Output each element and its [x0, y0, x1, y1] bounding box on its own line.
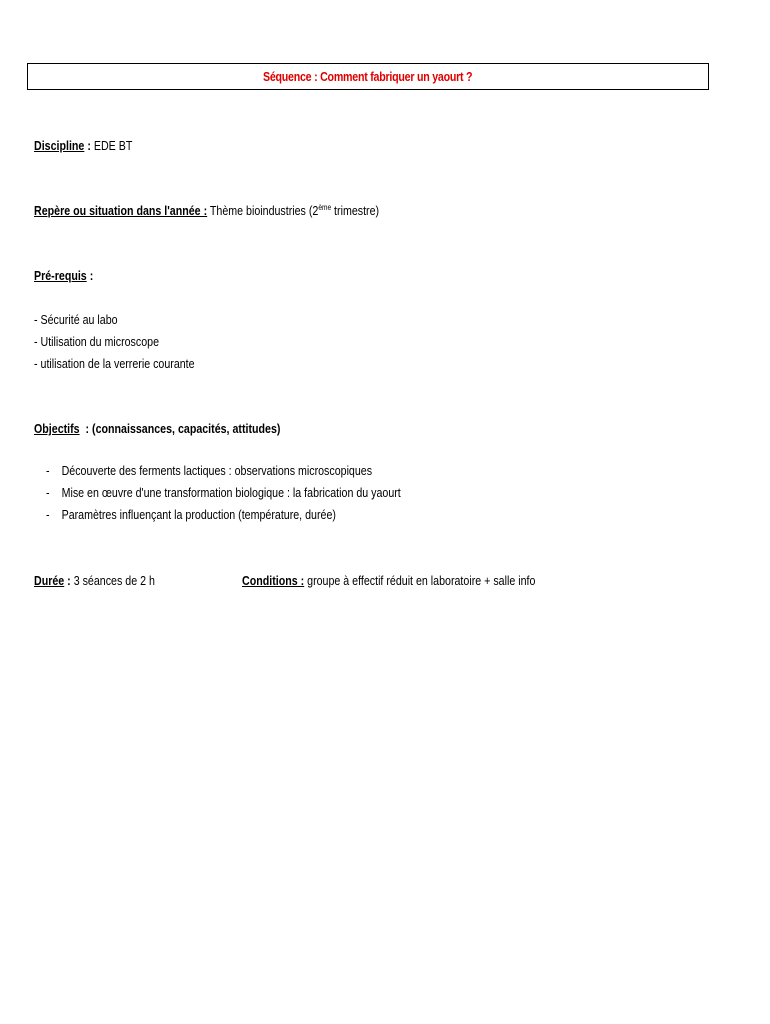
sequence-title: Séquence : Comment fabriquer un yaourt ?	[263, 69, 473, 84]
repere-value-end: trimestre)	[331, 203, 380, 218]
objectifs-subtitle: : (connaissances, capacités, attitudes)	[79, 421, 281, 436]
objectifs-item	[46, 484, 479, 506]
prerequis-item-text: - Utilisation du microscope	[34, 334, 160, 349]
bullet-dot: -	[46, 485, 50, 500]
prerequis-heading	[34, 268, 106, 283]
duree-line	[34, 573, 181, 588]
objectifs-list	[46, 462, 479, 528]
objectifs-item-text: Mise en œuvre d'une transformation biologique : la fabrication du yaourt	[61, 485, 401, 500]
conditions-line	[242, 573, 600, 588]
repere-line	[34, 203, 455, 218]
repere-superscript: ème	[318, 203, 332, 212]
prerequis-separator: :	[86, 268, 94, 283]
discipline-label: Discipline	[34, 138, 85, 153]
objectifs-item-text: Découverte des ferments lactiques : observations microscopiques	[61, 463, 373, 478]
prerequis-item	[34, 334, 186, 349]
bullet-dot: -	[46, 463, 50, 478]
prerequis-item-text: - Sécurité au labo	[34, 312, 118, 327]
objectifs-heading	[34, 421, 335, 436]
objectifs-label: Objectifs	[34, 421, 80, 436]
sequence-title-box	[27, 63, 709, 90]
duree-separator: :	[64, 573, 71, 588]
discipline-line	[34, 138, 154, 153]
prerequis-item	[34, 356, 230, 371]
duree-value: 3 séances de 2 h	[70, 573, 155, 588]
repere-value-start: Thème bioindustries (2	[207, 203, 319, 218]
objectifs-item	[46, 506, 479, 528]
prerequis-item	[34, 312, 136, 327]
prerequis-label: Pré-requis	[34, 268, 87, 283]
conditions-value: groupe à effectif réduit en laboratoire + salle info	[304, 573, 536, 588]
discipline-value: EDE BT	[90, 138, 133, 153]
bullet-dot: -	[46, 507, 50, 522]
duree-label: Durée	[34, 573, 65, 588]
repere-label: Repère ou situation dans l'année :	[34, 203, 208, 218]
discipline-separator: :	[84, 138, 91, 153]
objectifs-item-text: Paramètres influençant la production (température, durée)	[61, 507, 336, 522]
conditions-label: Conditions :	[242, 573, 305, 588]
objectifs-item	[46, 462, 479, 484]
prerequis-item-text: - utilisation de la verrerie courante	[34, 356, 195, 371]
